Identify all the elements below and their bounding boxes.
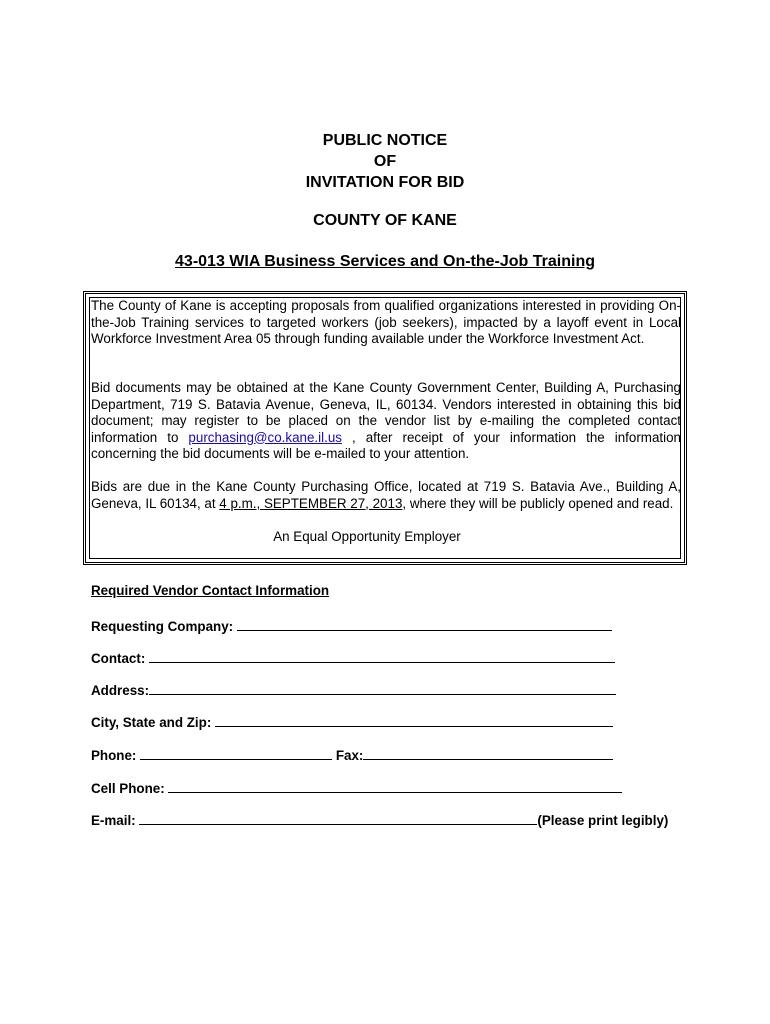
phone-blank[interactable] (140, 747, 332, 760)
company-label: Requesting Company: (91, 619, 234, 634)
bid-title: 43-013 WIA Business Services and On-the-Job Training (175, 253, 595, 270)
heading-of: OF (373, 153, 397, 170)
paragraph-3-text-start: Bids are due in the Kane County Purchasing Office, located at 719 S. Batavia Ave., Building A, Geneva, IL 60134, at (91, 479, 681, 511)
cell-blank[interactable] (168, 780, 622, 793)
heading-public-notice: PUBLIC NOTICE (322, 132, 448, 149)
contact-label: Contact: (91, 651, 146, 666)
address-blank[interactable] (149, 682, 616, 695)
company-field (91, 618, 612, 634)
contact-field (91, 650, 615, 666)
cell-phone-field (91, 780, 622, 796)
county-heading: COUNTY OF KANE (313, 212, 457, 229)
print-legibly-note: (Please print legibly) (537, 813, 669, 828)
equal-opportunity-employer: An Equal Opportunity Employer (273, 529, 461, 544)
email-field (91, 812, 668, 828)
phone-fax-field (91, 747, 613, 763)
heading-invitation: INVITATION FOR BID (305, 174, 465, 191)
city-state-zip-field (91, 714, 613, 730)
purchasing-email-link[interactable]: purchasing@co.kane.il.us (188, 429, 342, 445)
paragraph-2-text-end: , after receipt of your information the information concerning the bid documents will be e-mailed to your attention. (91, 429, 681, 461)
fax-blank[interactable] (363, 747, 613, 760)
due-date: 4 p.m., SEPTEMBER 27, 2013 (219, 495, 403, 511)
notice-paragraph-3 (91, 479, 681, 512)
address-field (91, 682, 616, 698)
email-label: E-mail: (91, 813, 136, 828)
company-blank[interactable] (237, 618, 612, 631)
contact-blank[interactable] (149, 650, 615, 663)
paragraph-3-text-end: , where they will be publicly opened and read. (402, 495, 674, 511)
notice-heading (0, 130, 770, 193)
notice-paragraph-1: The County of Kane is accepting proposals from qualified organizations interested in providing On-the-Job Training services to targeted workers (job seekers), impacted by a layoff event in Local Workforce Investment Area 05 through funding available under the Workforce Investment Act. (91, 298, 681, 346)
paragraph-2-text-start: Bid documents may be obtained at the Kane County Government Center, Building A, Purchasing Department, 719 S. Batavia Avenue, Geneva, IL, 60134. Vendors interested in obtaining this bid document; may register to be placed on the vendor list by e-mailing the completed contact information to (91, 380, 681, 445)
fax-label: Fax: (335, 748, 364, 763)
address-label: Address: (91, 683, 150, 698)
cell-label: Cell Phone: (91, 781, 165, 796)
phone-label: Phone: (91, 748, 137, 763)
vendor-contact-title: Required Vendor Contact Information (91, 583, 330, 598)
notice-paragraph-2 (91, 380, 681, 463)
email-blank[interactable] (139, 812, 537, 825)
city-label: City, State and Zip: (91, 715, 212, 730)
city-blank[interactable] (215, 714, 613, 727)
